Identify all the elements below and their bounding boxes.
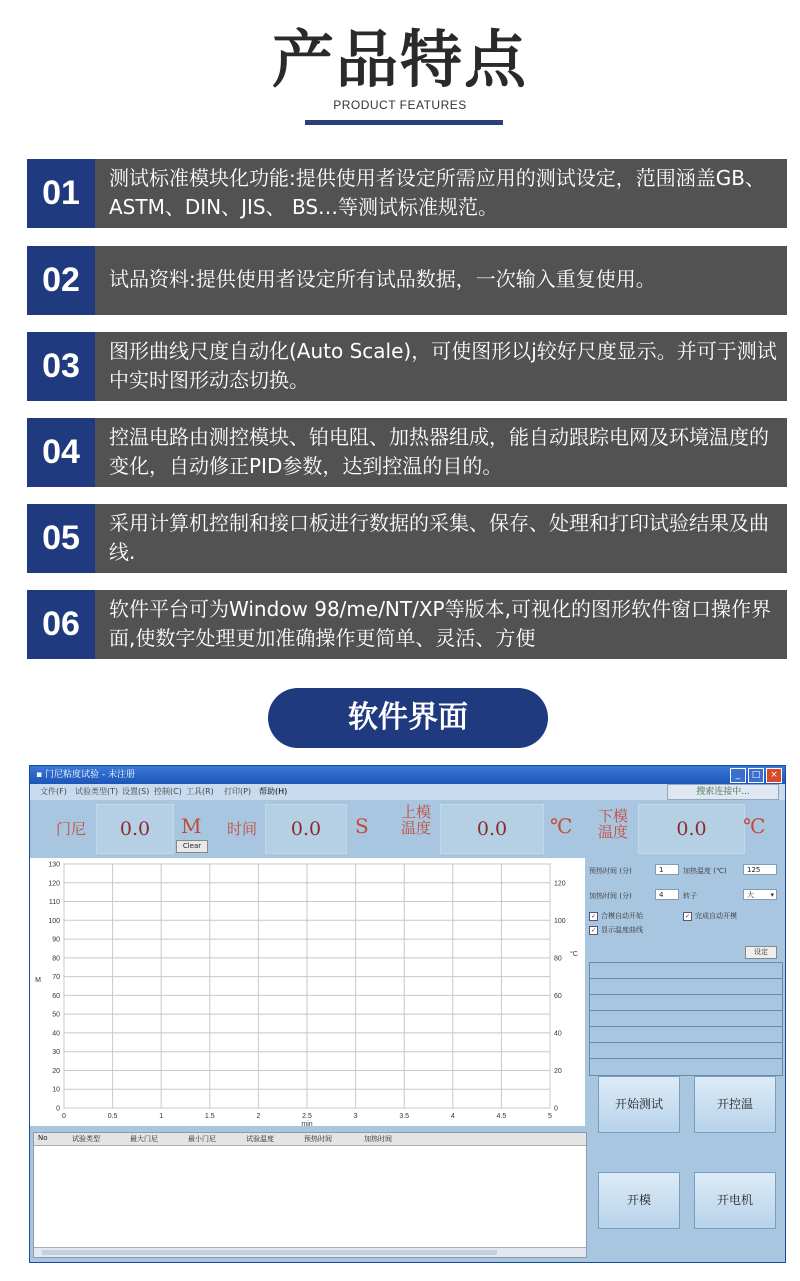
window-icon: ▪ — [36, 770, 43, 780]
x-tick-label: 2 — [256, 1113, 261, 1120]
col-test-temp[interactable]: 试验温度 — [246, 1135, 274, 1143]
feature-number: 03 — [27, 332, 95, 401]
preheat-time-input[interactable]: 1 — [655, 864, 679, 875]
show-temp-curve-label: 显示温度曲线 — [601, 926, 643, 934]
menu-test-type[interactable]: 试验类型(T) — [75, 787, 119, 796]
lower-label-line1: 下模 — [598, 807, 629, 825]
y-tick-label: 20 — [52, 1067, 60, 1075]
feature-number: 04 — [27, 418, 95, 487]
x-tick-label: 0 — [62, 1113, 66, 1120]
heat-temp-input[interactable]: 125 — [743, 864, 777, 875]
col-heat-time[interactable]: 加热时间 — [364, 1135, 392, 1143]
clear-button[interactable]: Clear — [176, 840, 208, 853]
checkbox-checked-icon: ✓ — [590, 926, 597, 934]
y-tick-label: 70 — [52, 974, 60, 982]
feature-item — [27, 246, 787, 315]
connection-status: 搜索连接中... — [667, 784, 779, 800]
menu-print[interactable]: 打印(P) — [224, 787, 252, 796]
y-axis-label: M — [35, 977, 41, 984]
feature-item — [27, 159, 787, 228]
x-axis-label: min — [301, 1121, 313, 1126]
auto-open-label: 完成自动开模 — [695, 912, 737, 920]
y-tick-label: 30 — [52, 1049, 60, 1057]
y-tick-label: 60 — [52, 992, 60, 1000]
auto-start-label: 合模自动开始 — [601, 912, 643, 920]
auto-start-checkbox[interactable] — [589, 911, 643, 921]
start-temp-control-button[interactable]: 开控温 — [694, 1076, 776, 1133]
heat-time-input[interactable]: 4 — [655, 889, 679, 900]
y-tick-label: 80 — [52, 955, 60, 963]
feature-text: 图形曲线尺度自动化(Auto Scale)，可使图形以j较好尺度显示。并可于测试中实时图形动态切换。 — [109, 339, 777, 392]
upper-mold-temp-label — [401, 804, 431, 836]
x-tick-label: 5 — [548, 1113, 552, 1120]
feature-number: 05 — [27, 504, 95, 573]
col-test-type[interactable]: 试验类型 — [72, 1135, 100, 1143]
y2-tick-label: 20 — [554, 1067, 562, 1075]
feature-text: 采用计算机控制和接口板进行数据的采集、保存、处理和打印试验结果及曲线. — [109, 511, 769, 564]
start-test-button[interactable]: 开始测试 — [598, 1076, 680, 1133]
upper-temp-unit: ℃ — [550, 814, 573, 838]
close-button[interactable]: × — [766, 768, 782, 783]
horizontal-scrollbar[interactable] — [34, 1247, 586, 1257]
heat-time-label: 加热时间 (分) — [589, 892, 632, 900]
y2-tick-label: 60 — [554, 992, 562, 1000]
mooney-readout: 0.0 — [96, 804, 174, 854]
lower-label-line2: 温度 — [598, 823, 629, 841]
y2-tick-label: 80 — [554, 955, 562, 963]
feature-item — [27, 590, 787, 659]
menu-control[interactable]: 控制(C) — [154, 787, 182, 796]
mooney-label: 门尼 — [56, 820, 87, 838]
y2-tick-label: 0 — [554, 1105, 558, 1113]
start-motor-button[interactable]: 开电机 — [694, 1172, 776, 1229]
status-row — [590, 1043, 782, 1059]
y-tick-label: 130 — [48, 861, 60, 869]
window-titlebar — [30, 766, 785, 784]
y-tick-label: 110 — [48, 899, 60, 907]
page-subtitle: PRODUCT FEATURES — [333, 98, 467, 112]
rotor-select[interactable] — [743, 889, 777, 900]
time-label: 时间 — [227, 820, 258, 838]
x-tick-label: 4 — [450, 1113, 455, 1120]
time-readout: 0.0 — [265, 804, 347, 854]
app-window — [29, 765, 786, 1263]
results-table — [33, 1132, 587, 1258]
x-tick-label: 0.5 — [107, 1113, 118, 1120]
y-tick-label: 90 — [52, 936, 60, 944]
feature-item — [27, 418, 787, 487]
feature-number: 01 — [27, 159, 95, 228]
y-tick-label: 120 — [48, 880, 60, 888]
y2-tick-label: 120 — [554, 880, 566, 888]
time-unit: S — [355, 814, 369, 838]
status-row — [590, 995, 782, 1011]
status-row — [590, 1027, 782, 1043]
x-tick-label: 2.5 — [302, 1113, 312, 1120]
x-tick-label: 4.5 — [496, 1113, 507, 1120]
lower-temp-unit: ℃ — [743, 814, 766, 838]
menu-bar — [30, 784, 785, 800]
y-tick-label: 50 — [52, 1011, 60, 1019]
settings-panel — [587, 858, 783, 1068]
title-underline — [305, 120, 503, 125]
feature-text: 软件平台可为Window 98/me/NT/XP等版本,可视化的图形软件窗口操作界面,使数字处理更加准确操作更简单、灵活、方便 — [109, 597, 771, 650]
y-tick-label: 10 — [52, 1086, 60, 1094]
feature-number: 06 — [27, 590, 95, 659]
mooney-curve-chart — [30, 858, 585, 1126]
menu-settings[interactable]: 设置(S) — [122, 787, 150, 796]
status-row — [590, 963, 782, 979]
readout-bar — [30, 800, 785, 856]
open-mold-button[interactable]: 开模 — [598, 1172, 680, 1229]
col-min-mooney[interactable]: 最小门尼 — [188, 1135, 216, 1143]
y2-axis-label: °C — [570, 951, 578, 958]
y2-tick-label: 40 — [554, 1030, 562, 1038]
set-button[interactable]: 设定 — [745, 946, 777, 959]
x-tick-label: 1 — [159, 1113, 164, 1120]
feature-text: 控温电路由测控模块、铂电阻、加热器组成，能自动跟踪电网及环境温度的变化，自动修正PID参数，达到控温的目的。 — [109, 425, 769, 478]
col-preheat-time[interactable]: 预热时间 — [304, 1135, 332, 1143]
page-title: 产品特点 — [271, 23, 528, 96]
lower-mold-temp-label — [598, 808, 628, 840]
lower-mold-temp-readout: 0.0 — [638, 804, 745, 854]
maximize-button[interactable]: □ — [748, 768, 764, 783]
feature-text: 测试标准模块化功能:提供使用者设定所需应用的测试设定，范围涵盖GB、ASTM、DIN、JIS、 BS…等测试标准规范。 — [109, 166, 765, 219]
minimize-button[interactable]: _ — [730, 768, 746, 783]
y-tick-label: 0 — [56, 1105, 60, 1113]
status-row — [590, 1011, 782, 1027]
window-title: 门尼粘度试验 - 未注册 — [44, 770, 135, 780]
x-tick-label: 3 — [353, 1113, 358, 1120]
x-tick-label: 1.5 — [204, 1113, 215, 1120]
heat-temp-label: 加热温度 (℃) — [683, 867, 727, 875]
y-tick-label: 100 — [48, 917, 60, 925]
feature-item — [27, 504, 787, 573]
rotor-selected-value: 大 — [747, 891, 754, 899]
checkbox-checked-icon: ✓ — [684, 912, 691, 920]
upper-label-line2: 温度 — [401, 819, 432, 837]
feature-text: 试品资料:提供使用者设定所有试品数据，一次输入重复使用。 — [109, 267, 656, 291]
chevron-down-icon: ▾ — [770, 891, 774, 899]
y-tick-label: 40 — [52, 1030, 60, 1038]
col-max-mooney[interactable]: 最大门尼 — [130, 1135, 158, 1143]
chart-svg — [30, 858, 585, 1126]
status-row — [590, 979, 782, 995]
feature-number: 02 — [27, 246, 95, 315]
checkbox-checked-icon: ✓ — [590, 912, 597, 920]
rotor-label: 转子 — [683, 892, 697, 900]
y2-tick-label: 100 — [554, 917, 566, 925]
upper-label-line1: 上模 — [401, 803, 432, 821]
upper-mold-temp-readout: 0.0 — [440, 804, 544, 854]
status-list — [589, 962, 783, 1076]
col-no[interactable]: No — [38, 1134, 48, 1142]
section-title-pill: 软件界面 — [268, 688, 548, 748]
feature-item — [27, 332, 787, 401]
preheat-time-label: 预热时间 (分) — [589, 867, 632, 875]
menu-file[interactable]: 文件(F) — [40, 787, 67, 796]
table-header — [34, 1133, 586, 1146]
auto-open-checkbox[interactable] — [683, 911, 737, 921]
menu-tools[interactable]: 工具(R) — [186, 787, 214, 796]
show-temp-curve-checkbox[interactable] — [589, 925, 643, 935]
mooney-unit: M — [181, 814, 202, 838]
scrollbar-thumb[interactable] — [42, 1250, 497, 1255]
menu-help[interactable]: 帮助(H) — [259, 787, 288, 796]
x-tick-label: 3.5 — [399, 1113, 410, 1120]
